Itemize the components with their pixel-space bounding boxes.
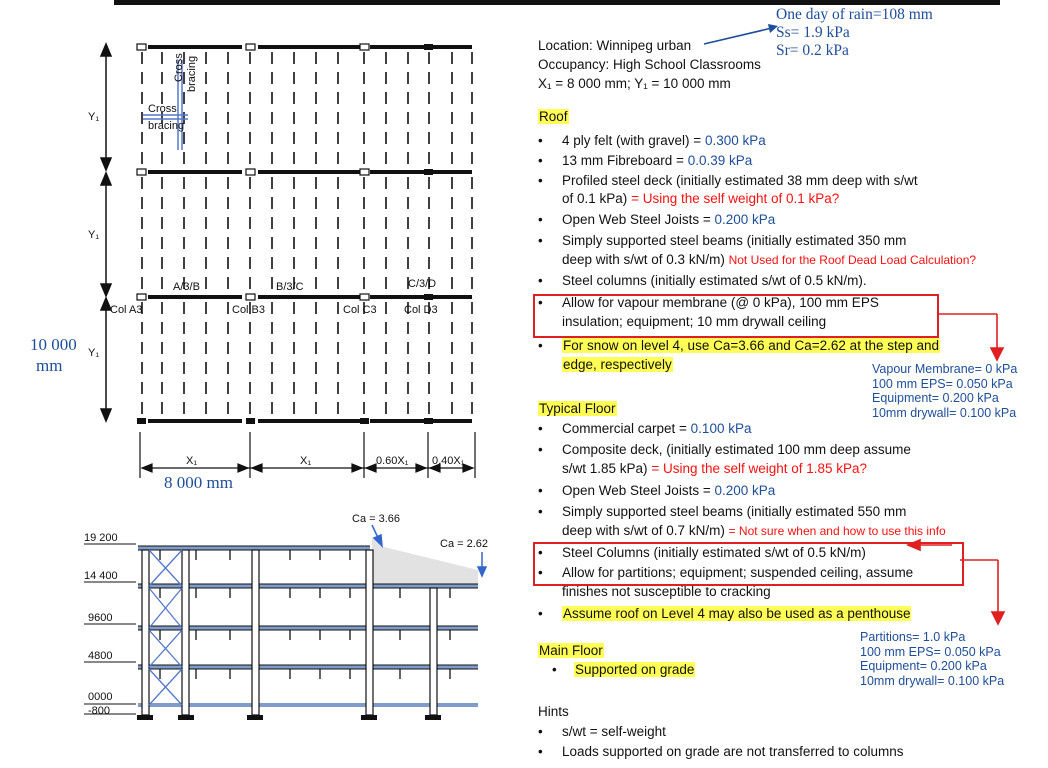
roof-beams-line1: Simply supported steel beams (initially estimated 350 mm [562, 233, 907, 248]
label-a3b: A/3/B [173, 281, 200, 293]
ss-line: Ss= 1.9 kPa [776, 24, 850, 41]
level-9600: 9600 [88, 612, 113, 624]
typ-beams-line1: Simply supported steel beams (initially estimated 550 mm [562, 504, 907, 519]
typ-owsj-value: 0.200 kPa [714, 483, 776, 498]
floor-note-eps: 100 mm EPS= 0.050 kPa [860, 644, 1001, 659]
typ-composite-note: = Using the self weight of 1.85 kPa? [651, 461, 868, 476]
roof-vapour-line1: Allow for vapour membrane (@ 0 kPa), 100 mm EPS [562, 295, 879, 310]
occupancy-text: Occupancy: High School Classrooms [538, 57, 761, 72]
level-minus-800: -800 [88, 705, 111, 717]
bullet: • [538, 233, 543, 248]
bullet: • [538, 153, 543, 168]
label-col-b3: Col B3 [232, 304, 266, 316]
hints-heading: Hints [538, 704, 569, 719]
main-floor-item: Supported on grade [575, 662, 695, 677]
roof-owsj: Open Web Steel Joists = [562, 212, 715, 227]
bullet: • [538, 273, 543, 288]
bullet: • [538, 421, 543, 436]
hint-2: Loads supported on grade are not transferred to columns [562, 744, 904, 759]
level-14400: 14 400 [84, 570, 118, 582]
label-col-a3: Col A3 [110, 304, 143, 316]
bullet: • [538, 173, 543, 188]
bullet: • [538, 545, 543, 560]
roof-note-drywall: 10mm drywall= 0.100 kPa [872, 405, 1017, 420]
cross-bracing-horizontal-label-1: Cross [148, 103, 177, 115]
typ-carpet: Commercial carpet = [562, 421, 691, 436]
cross-bracing-vertical-label-1: Cross [173, 53, 185, 82]
floor-side-note [860, 630, 1004, 688]
roof-heading: Roof [539, 109, 568, 124]
typ-penthouse: Assume roof on Level 4 may also be used as a penthouse [563, 606, 911, 621]
label-col-d3: Col D3 [404, 304, 438, 316]
roof-side-note [872, 362, 1017, 420]
roof-felt-value: 0.300 kPa [704, 133, 766, 148]
floor-note-drywall: 10mm drywall= 0.100 kPa [860, 673, 1005, 688]
typ-partitions-line1: Allow for partitions; equipment; suspended ceiling, assume [562, 565, 914, 580]
roof-note-eps: 100 mm EPS= 0.050 kPa [872, 376, 1013, 391]
roof-vapour-line2: insulation; equipment; 10 mm drywall ceiling [562, 314, 827, 329]
floor-note-equipment: Equipment= 0.200 kPa [860, 659, 987, 673]
bullet: • [538, 338, 543, 353]
roof-note-vapour: Vapour Membrane= 0 kPa [872, 362, 1018, 376]
typ-beams-line2: deep with s/wt of 0.7 kN/m) [562, 523, 725, 538]
level-4800: 4800 [88, 650, 113, 662]
roof-snow-line1: For snow on level 4, use Ca=3.66 and Ca=2.62 at the step and [563, 338, 940, 353]
roof-snow-line2: edge, respectively [563, 357, 672, 372]
roof-columns: Steel columns (initially estimated s/wt of 0.5 kN/m). [562, 273, 867, 288]
dim-x1-left: X₁ [186, 455, 198, 467]
plan-y1-label-2: Y₁ [88, 229, 100, 241]
vapour-highlight-box [533, 294, 939, 338]
grid-dims-text: X₁ = 8 000 mm; Y₁ = 10 000 mm [538, 76, 731, 91]
ca-edge-label: Ca = 2.62 [440, 538, 489, 550]
roof-beams-note: Not Used for the Roof Dead Load Calculation? [728, 253, 977, 267]
hint-1: s/wt = self-weight [562, 724, 666, 739]
bullet: • [538, 504, 543, 519]
bullet: • [538, 295, 543, 310]
roof-deck-line2: of 0.1 kPa) [562, 191, 628, 206]
roof-fibreboard: 13 mm Fibreboard = [562, 153, 688, 168]
dim-x1-mid: X₁ [300, 455, 312, 467]
plan-y1-label-3: Y₁ [88, 347, 100, 359]
location-text: Location: Winnipeg urban [538, 38, 692, 53]
bullet: • [538, 724, 543, 739]
bullet: • [538, 133, 543, 148]
roof-deck-note: = Using the self weight of 0.1 kPa? [631, 191, 840, 206]
bullet: • [538, 212, 543, 227]
sr-line: Sr= 0.2 kPa [776, 42, 849, 59]
red-arrows [880, 300, 1010, 630]
roof-deck-line1: Profiled steel deck (initially estimated 38 mm deep with s/wt [562, 173, 918, 188]
roof-felt: 4 ply felt (with gravel) = [562, 133, 705, 148]
typ-owsj: Open Web Steel Joists = [562, 483, 715, 498]
ca-step-label: Ca = 3.66 [352, 513, 401, 525]
level-0000: 0000 [88, 691, 113, 703]
typ-composite-line1: Composite deck, (initially estimated 100 mm deep assume [562, 442, 911, 457]
label-c3d: C/3/D [408, 278, 437, 290]
roof-fibreboard-value: 0.0.39 kPa [687, 153, 753, 168]
typ-beams-note: = Not sure when and how to use this info [728, 524, 946, 538]
typ-composite-line2: s/wt 1.85 kPa) [562, 461, 648, 476]
typical-floor-heading: Typical Floor [539, 401, 616, 416]
typ-columns: Steel Columns (initially estimated s/wt of 0.5 kN/m) [562, 545, 866, 560]
roof-beams-line2: deep with s/wt of 0.3 kN/m) [562, 252, 725, 267]
dim-060x1: 0.60X₁ [376, 455, 409, 467]
floor-plan-drawing [0, 0, 530, 500]
typ-carpet-value: 0.100 kPa [690, 421, 752, 436]
cross-bracing-horizontal-label-2: bracing [148, 120, 185, 132]
cross-bracing-vertical-label-2: bracing [186, 55, 198, 92]
roof-note-equipment: Equipment= 0.200 kPa [872, 391, 999, 405]
main-floor-heading: Main Floor [539, 643, 603, 658]
dim-10000-label: 10 000 [30, 335, 77, 354]
bullet: • [538, 606, 543, 621]
floor-note-partitions: Partitions= 1.0 kPa [860, 630, 966, 644]
label-b3c: B/3/C [276, 281, 304, 293]
dim-8000-label: 8 000 mm [164, 473, 233, 492]
bullet: • [552, 662, 557, 677]
snow-rain-data [776, 6, 933, 60]
level-19200: 19 200 [84, 532, 118, 544]
bullet: • [538, 744, 543, 759]
rain-line: One day of rain=108 mm [776, 6, 933, 23]
bullet: • [538, 483, 543, 498]
typ-partitions-line2: finishes not susceptible to cracking [562, 584, 771, 599]
roof-owsj-value: 0.200 kPa [714, 212, 776, 227]
bullet: • [538, 442, 543, 457]
dim-040x1: 0.40X₁ [432, 455, 465, 467]
location-arrow [700, 20, 790, 50]
bullet: • [538, 565, 543, 580]
dim-10000-unit: mm [36, 356, 63, 375]
elevation-drawing [0, 500, 530, 730]
label-col-c3: Col C3 [343, 304, 377, 316]
plan-y1-label-1: Y₁ [88, 111, 100, 123]
